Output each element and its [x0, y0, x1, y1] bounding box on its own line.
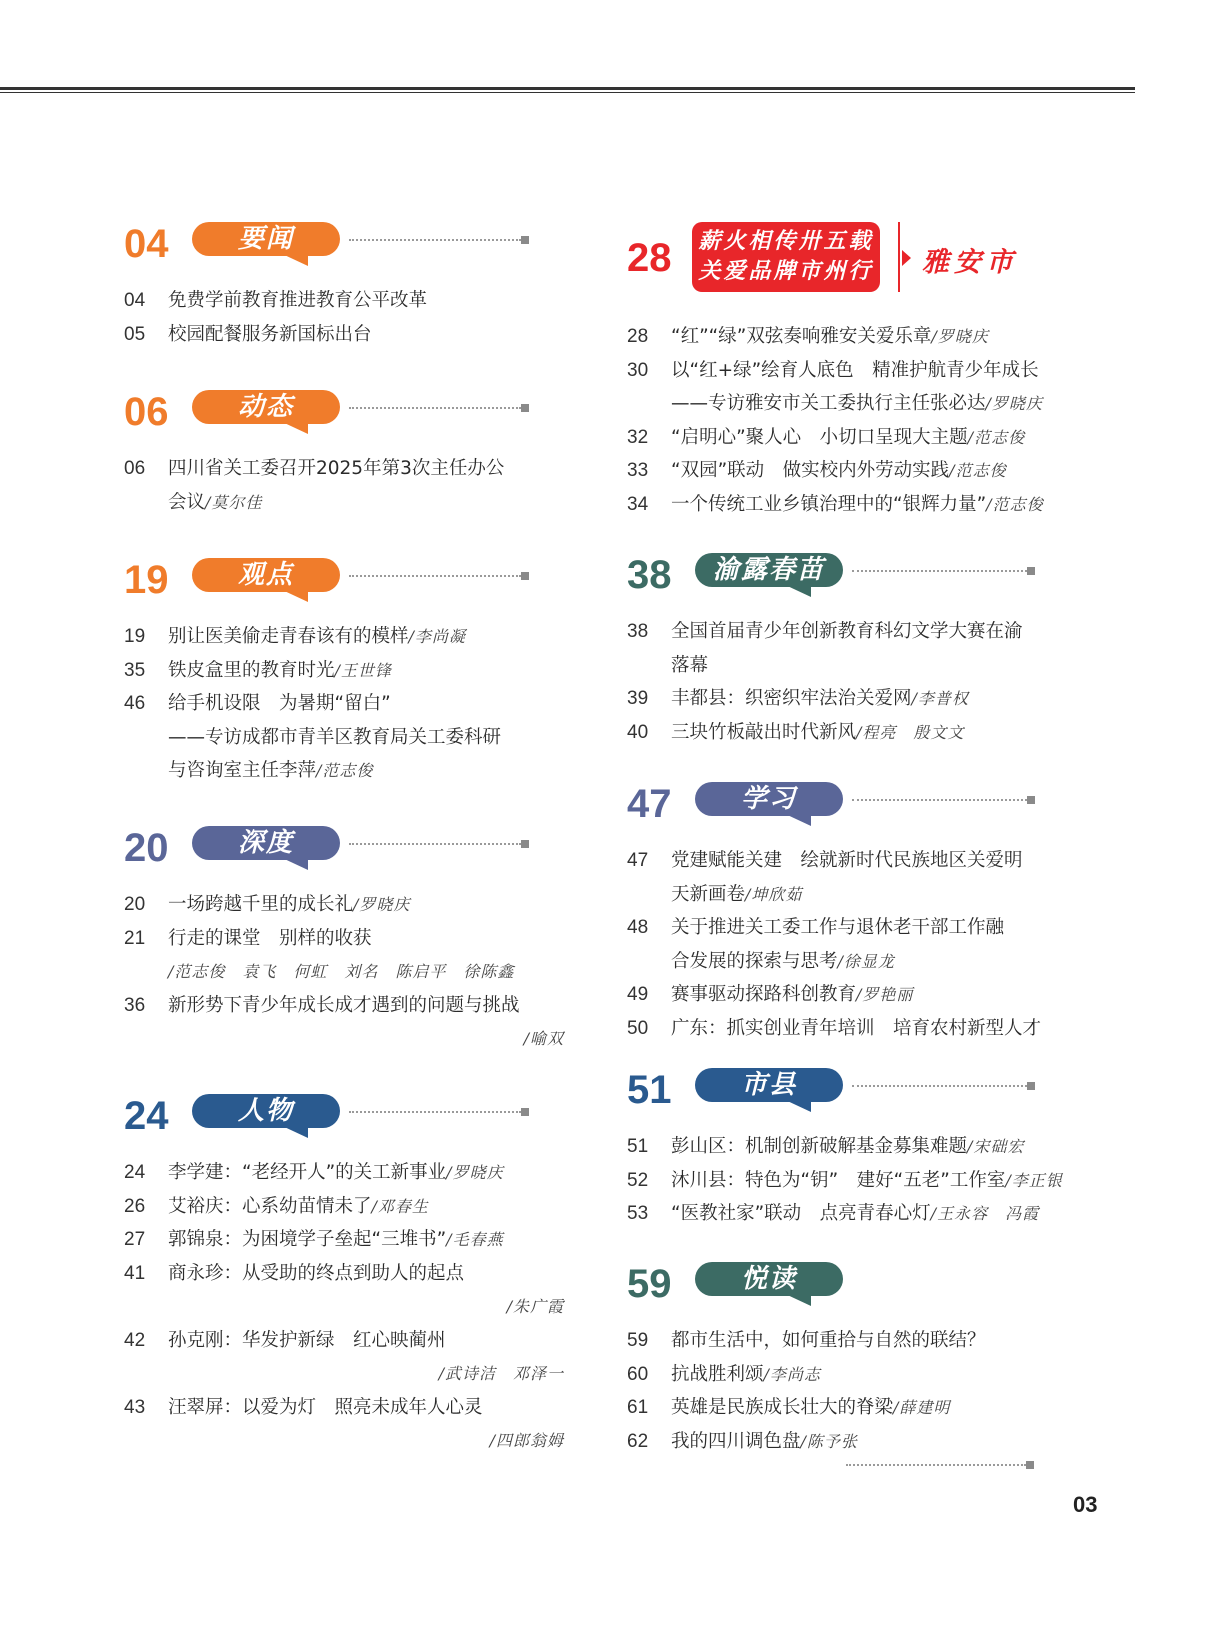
toc-item[interactable]: [124, 1156, 564, 1190]
section-yaowen: [124, 222, 564, 345]
item-title: “红”“绿”双弦奏响雅安关爱乐章: [671, 326, 932, 347]
page-ref: 60: [627, 1363, 649, 1385]
item-subtitle: ——专访雅安市关工委执行主任张必达: [671, 393, 986, 414]
item-title: 给手机设限 为暑期“留白”: [168, 693, 391, 714]
toc-item[interactable]: [627, 1197, 1067, 1231]
toc-item[interactable]: [627, 615, 1067, 682]
item-title: “医教社家”联动 点亮青春心灯: [671, 1203, 931, 1224]
item-title: 党建赋能关建 绘就新时代民族地区关爱明: [671, 850, 1023, 871]
toc-item[interactable]: [627, 716, 1067, 750]
item-author: /徐显龙: [837, 951, 895, 971]
toc-item[interactable]: [627, 844, 1067, 911]
item-title: 彭山区：机制创新破解基金募集难题: [671, 1136, 968, 1157]
item-title: 关于推进关工委工作与退休老干部工作融: [671, 917, 1005, 938]
page-ref: 38: [627, 621, 649, 642]
item-author: /王永容 冯霞: [930, 1204, 1040, 1223]
page-ref: 21: [124, 927, 146, 949]
city-label: 雅安市: [922, 247, 1018, 278]
toc-list: [124, 1156, 564, 1458]
toc-item[interactable]: [627, 454, 1067, 488]
section-title-badge: 悦读: [695, 1262, 843, 1296]
section-number: 47: [627, 782, 672, 826]
toc-item[interactable]: [124, 989, 564, 1056]
toc-item[interactable]: [124, 922, 564, 989]
page-ref: 39: [627, 688, 649, 709]
page-ref: 34: [627, 493, 649, 515]
top-rule-thin: [0, 92, 1135, 93]
page-ref: 36: [124, 994, 146, 1016]
toc-item[interactable]: [124, 318, 564, 352]
item-author: /罗艳丽: [856, 985, 914, 1004]
page-ref: 59: [627, 1330, 649, 1351]
page-ref: 30: [627, 359, 649, 381]
toc-item[interactable]: [627, 1324, 1067, 1358]
page-ref: 19: [124, 626, 146, 647]
item-title: “双园”联动 做实校内外劳动实践: [671, 460, 950, 481]
toc-item[interactable]: [124, 1223, 564, 1257]
toc-item[interactable]: [627, 978, 1067, 1012]
page-ref: 42: [124, 1329, 146, 1351]
item-author: /喻双: [523, 1029, 564, 1048]
toc-list: [124, 888, 564, 1056]
banner-line-1: 薪火相传卅五载: [698, 229, 874, 254]
item-title: 别让医美偷走青春该有的模样: [168, 626, 409, 647]
page-ref: 51: [627, 1136, 649, 1157]
page-ref: 28: [627, 326, 649, 347]
item-title: 赛事驱动探路科创教育: [671, 984, 857, 1005]
dotted-leader: [349, 239, 521, 241]
item-author: /宋础宏: [967, 1137, 1025, 1156]
toc-item[interactable]: [124, 654, 564, 688]
item-title: 免费学前教育推进教育公平改革: [168, 290, 428, 311]
item-title-cont: 落幕: [671, 654, 709, 676]
page-ref: 27: [124, 1229, 146, 1250]
dotted-leader: [349, 1111, 521, 1113]
item-title: 孙克刚：华发护新绿 红心映蔺州: [168, 1329, 446, 1351]
page-ref: 35: [124, 659, 146, 681]
item-author: /四郎翁姆: [489, 1431, 564, 1450]
item-title: 四川省关工委召开2025年第3次主任办公: [168, 458, 505, 479]
toc-item[interactable]: [124, 1190, 564, 1224]
toc-item[interactable]: [627, 682, 1067, 716]
item-author: /罗晓庆: [985, 394, 1043, 413]
item-author: /朱广霞: [506, 1297, 564, 1316]
special-banner: [692, 222, 880, 292]
section-number: 59: [627, 1262, 672, 1306]
section-title-badge: 人物: [192, 1094, 340, 1128]
toc-list: [124, 620, 564, 788]
toc-item[interactable]: [124, 284, 564, 318]
section-title-badge: 要闻: [192, 222, 340, 256]
page-ref: 47: [627, 850, 649, 871]
dotted-leader: [349, 843, 521, 845]
item-author: /范志俊: [967, 427, 1026, 447]
banner-divider: [898, 222, 900, 292]
item-title-cont: 会议: [168, 491, 206, 513]
toc-item[interactable]: [124, 1391, 564, 1458]
page-ref: 24: [124, 1162, 146, 1183]
toc-item[interactable]: [124, 1324, 564, 1391]
item-author: /李正银: [1005, 1170, 1063, 1190]
page-ref: 49: [627, 984, 649, 1005]
toc-item[interactable]: [627, 488, 1067, 522]
toc-item[interactable]: [627, 1425, 1067, 1459]
item-author: /罗晓庆: [931, 327, 989, 346]
section-number: 38: [627, 553, 672, 597]
page-ref: 52: [627, 1169, 649, 1191]
toc-item[interactable]: [627, 1012, 1067, 1046]
page-ref: 20: [124, 894, 146, 915]
page-ref: 32: [627, 426, 649, 448]
item-author: /坤欣茹: [745, 884, 803, 904]
section-yulu-chunmiao: [627, 553, 1067, 743]
item-title: 郭锦泉：为困境学子垒起“三堆书”: [168, 1229, 447, 1250]
section-number: 51: [627, 1068, 672, 1112]
item-author: /毛春燕: [446, 1230, 504, 1249]
dotted-leader-bottom: [846, 1464, 1026, 1466]
toc-item[interactable]: [124, 452, 564, 519]
item-author: /罗晓庆: [353, 895, 411, 914]
item-author: /范志俊: [949, 461, 1007, 480]
item-title: 商永珍：从受助的终点到助人的起点: [168, 1262, 465, 1284]
item-author: /陈予张: [800, 1431, 858, 1451]
toc-list: [627, 844, 1067, 1045]
section-yuedu: [627, 1262, 1067, 1452]
item-author: /薛建明: [893, 1398, 951, 1417]
dotted-leader: [852, 570, 1027, 572]
section-xuexi: [627, 782, 1067, 1039]
section-number: 20: [124, 826, 169, 870]
banner-line-2: 关爱品牌市州行: [698, 259, 874, 284]
item-title: 校园配餐服务新国标出台: [168, 323, 372, 345]
page-ref: 61: [627, 1397, 649, 1418]
item-title: 抗战胜利颂: [671, 1363, 764, 1385]
item-title: 沐川县：特色为“钥” 建好“五老”工作室: [671, 1169, 1006, 1191]
item-title: 新形势下青少年成长成才遇到的问题与挑战: [168, 994, 520, 1016]
toc-item[interactable]: [124, 888, 564, 922]
top-rule: [0, 87, 1135, 90]
item-subtitle: ——专访成都市青羊区教育局关工委科研: [168, 726, 502, 748]
item-author: /莫尔佳: [205, 492, 263, 512]
toc-list: [627, 1130, 1067, 1231]
toc-list: [627, 320, 1067, 521]
page-ref: 05: [124, 323, 146, 345]
page-ref: 46: [124, 693, 146, 714]
page-ref: 50: [627, 1017, 649, 1039]
section-number: 24: [124, 1094, 169, 1138]
section-title-badge: 市县: [695, 1068, 843, 1102]
dotted-leader: [349, 407, 521, 409]
item-title: 行走的课堂 别样的收获: [168, 927, 372, 949]
section-number: 19: [124, 558, 169, 602]
toc-item[interactable]: [627, 320, 1067, 354]
toc-list: [124, 284, 564, 351]
section-title-badge: 学习: [695, 782, 843, 816]
toc-item[interactable]: [124, 687, 564, 788]
page-ref: 40: [627, 721, 649, 743]
item-title: 铁皮盒里的教育时光: [168, 659, 335, 681]
toc-item[interactable]: [627, 354, 1067, 421]
section-title-badge: 渝露春苗: [695, 553, 843, 587]
section-shendu: [124, 826, 564, 1048]
toc-item[interactable]: [627, 1130, 1067, 1164]
section-number: 28: [627, 236, 672, 280]
item-title-cont: 合发展的探索与思考: [671, 950, 838, 972]
item-title: 丰都县：织密织牢法治关爱网: [671, 688, 912, 709]
toc-item[interactable]: [627, 911, 1067, 978]
item-title: 以“红+绿”绘育人底色 精准护航青少年成长: [671, 359, 1039, 381]
section-number: 04: [124, 222, 169, 266]
item-author: /李尚凝: [408, 627, 466, 646]
item-author: /武诗洁 邓泽一: [438, 1364, 564, 1383]
section-guandian: [124, 558, 564, 781]
item-title: 李学建：“老经开人”的关工新事业: [168, 1162, 447, 1183]
item-author: /范志俊 袁飞 何虹 刘名 陈启平 徐陈鑫: [168, 962, 515, 981]
item-author: /王世锋: [334, 660, 392, 680]
item-author: /范志俊: [316, 761, 374, 780]
item-title-cont: 天新画卷: [671, 883, 746, 905]
section-title-badge: 动态: [192, 390, 340, 424]
item-title: 汪翠屏：以爱为灯 照亮未成年人心灵: [168, 1396, 483, 1418]
section-title-badge: 观点: [192, 558, 340, 592]
item-title: 一个传统工业乡镇治理中的“银辉力量”: [671, 493, 987, 515]
toc-item[interactable]: [627, 1358, 1067, 1392]
page-ref: 04: [124, 290, 146, 311]
toc-item[interactable]: [124, 1257, 564, 1324]
dotted-leader: [349, 575, 521, 577]
dotted-leader: [852, 799, 1027, 801]
item-subtitle-cont: 与咨询室主任李萍: [168, 760, 317, 781]
page-ref: 53: [627, 1203, 649, 1224]
item-title: 艾裕庆：心系幼苗情未了: [168, 1195, 372, 1217]
toc-list: [627, 1324, 1067, 1458]
page-ref: 26: [124, 1195, 146, 1217]
toc-item[interactable]: [124, 620, 564, 654]
toc-list: [124, 452, 564, 519]
item-title: 我的四川调色盘: [671, 1430, 801, 1452]
item-author: /罗晓庆: [446, 1163, 504, 1182]
page-ref: 06: [124, 458, 146, 479]
item-author: /李普权: [911, 689, 969, 708]
item-author: /李尚志: [763, 1364, 821, 1384]
toc-item[interactable]: [627, 1391, 1067, 1425]
item-title: 三块竹板敲出时代新风: [671, 721, 857, 743]
arrow-right-icon: [902, 250, 911, 266]
section-dongtai: [124, 390, 564, 513]
toc-item[interactable]: [627, 1164, 1067, 1198]
item-author: /范志俊: [986, 494, 1044, 514]
toc-list: [627, 615, 1067, 749]
page-ref: 41: [124, 1262, 146, 1284]
section-shixian: [627, 1068, 1067, 1224]
toc-item[interactable]: [627, 421, 1067, 455]
item-title: “启明心”聚人心 小切口呈现大主题: [671, 426, 968, 448]
item-title: 一场跨越千里的成长礼: [168, 894, 354, 915]
page-ref: 33: [627, 460, 649, 481]
item-title: 全国首届青少年创新教育科幻文学大赛在渝: [671, 621, 1023, 642]
item-title: 广东：抓实创业青年培训 培育农村新型人才: [671, 1017, 1042, 1039]
section-renwu: [124, 1094, 564, 1450]
page-ref: 43: [124, 1396, 146, 1418]
item-author: /邓春生: [371, 1196, 429, 1216]
item-title: 英雄是民族成长壮大的脊梁: [671, 1397, 894, 1418]
page-ref: 48: [627, 917, 649, 938]
page-ref: 62: [627, 1430, 649, 1452]
item-title: 都市生活中，如何重拾与自然的联结？: [671, 1330, 986, 1351]
dotted-leader: [852, 1085, 1027, 1087]
section-number: 06: [124, 390, 169, 434]
item-author: /程亮 殷文文: [856, 722, 965, 742]
page-number: 03: [1073, 1492, 1098, 1517]
section-title-badge: 深度: [192, 826, 340, 860]
